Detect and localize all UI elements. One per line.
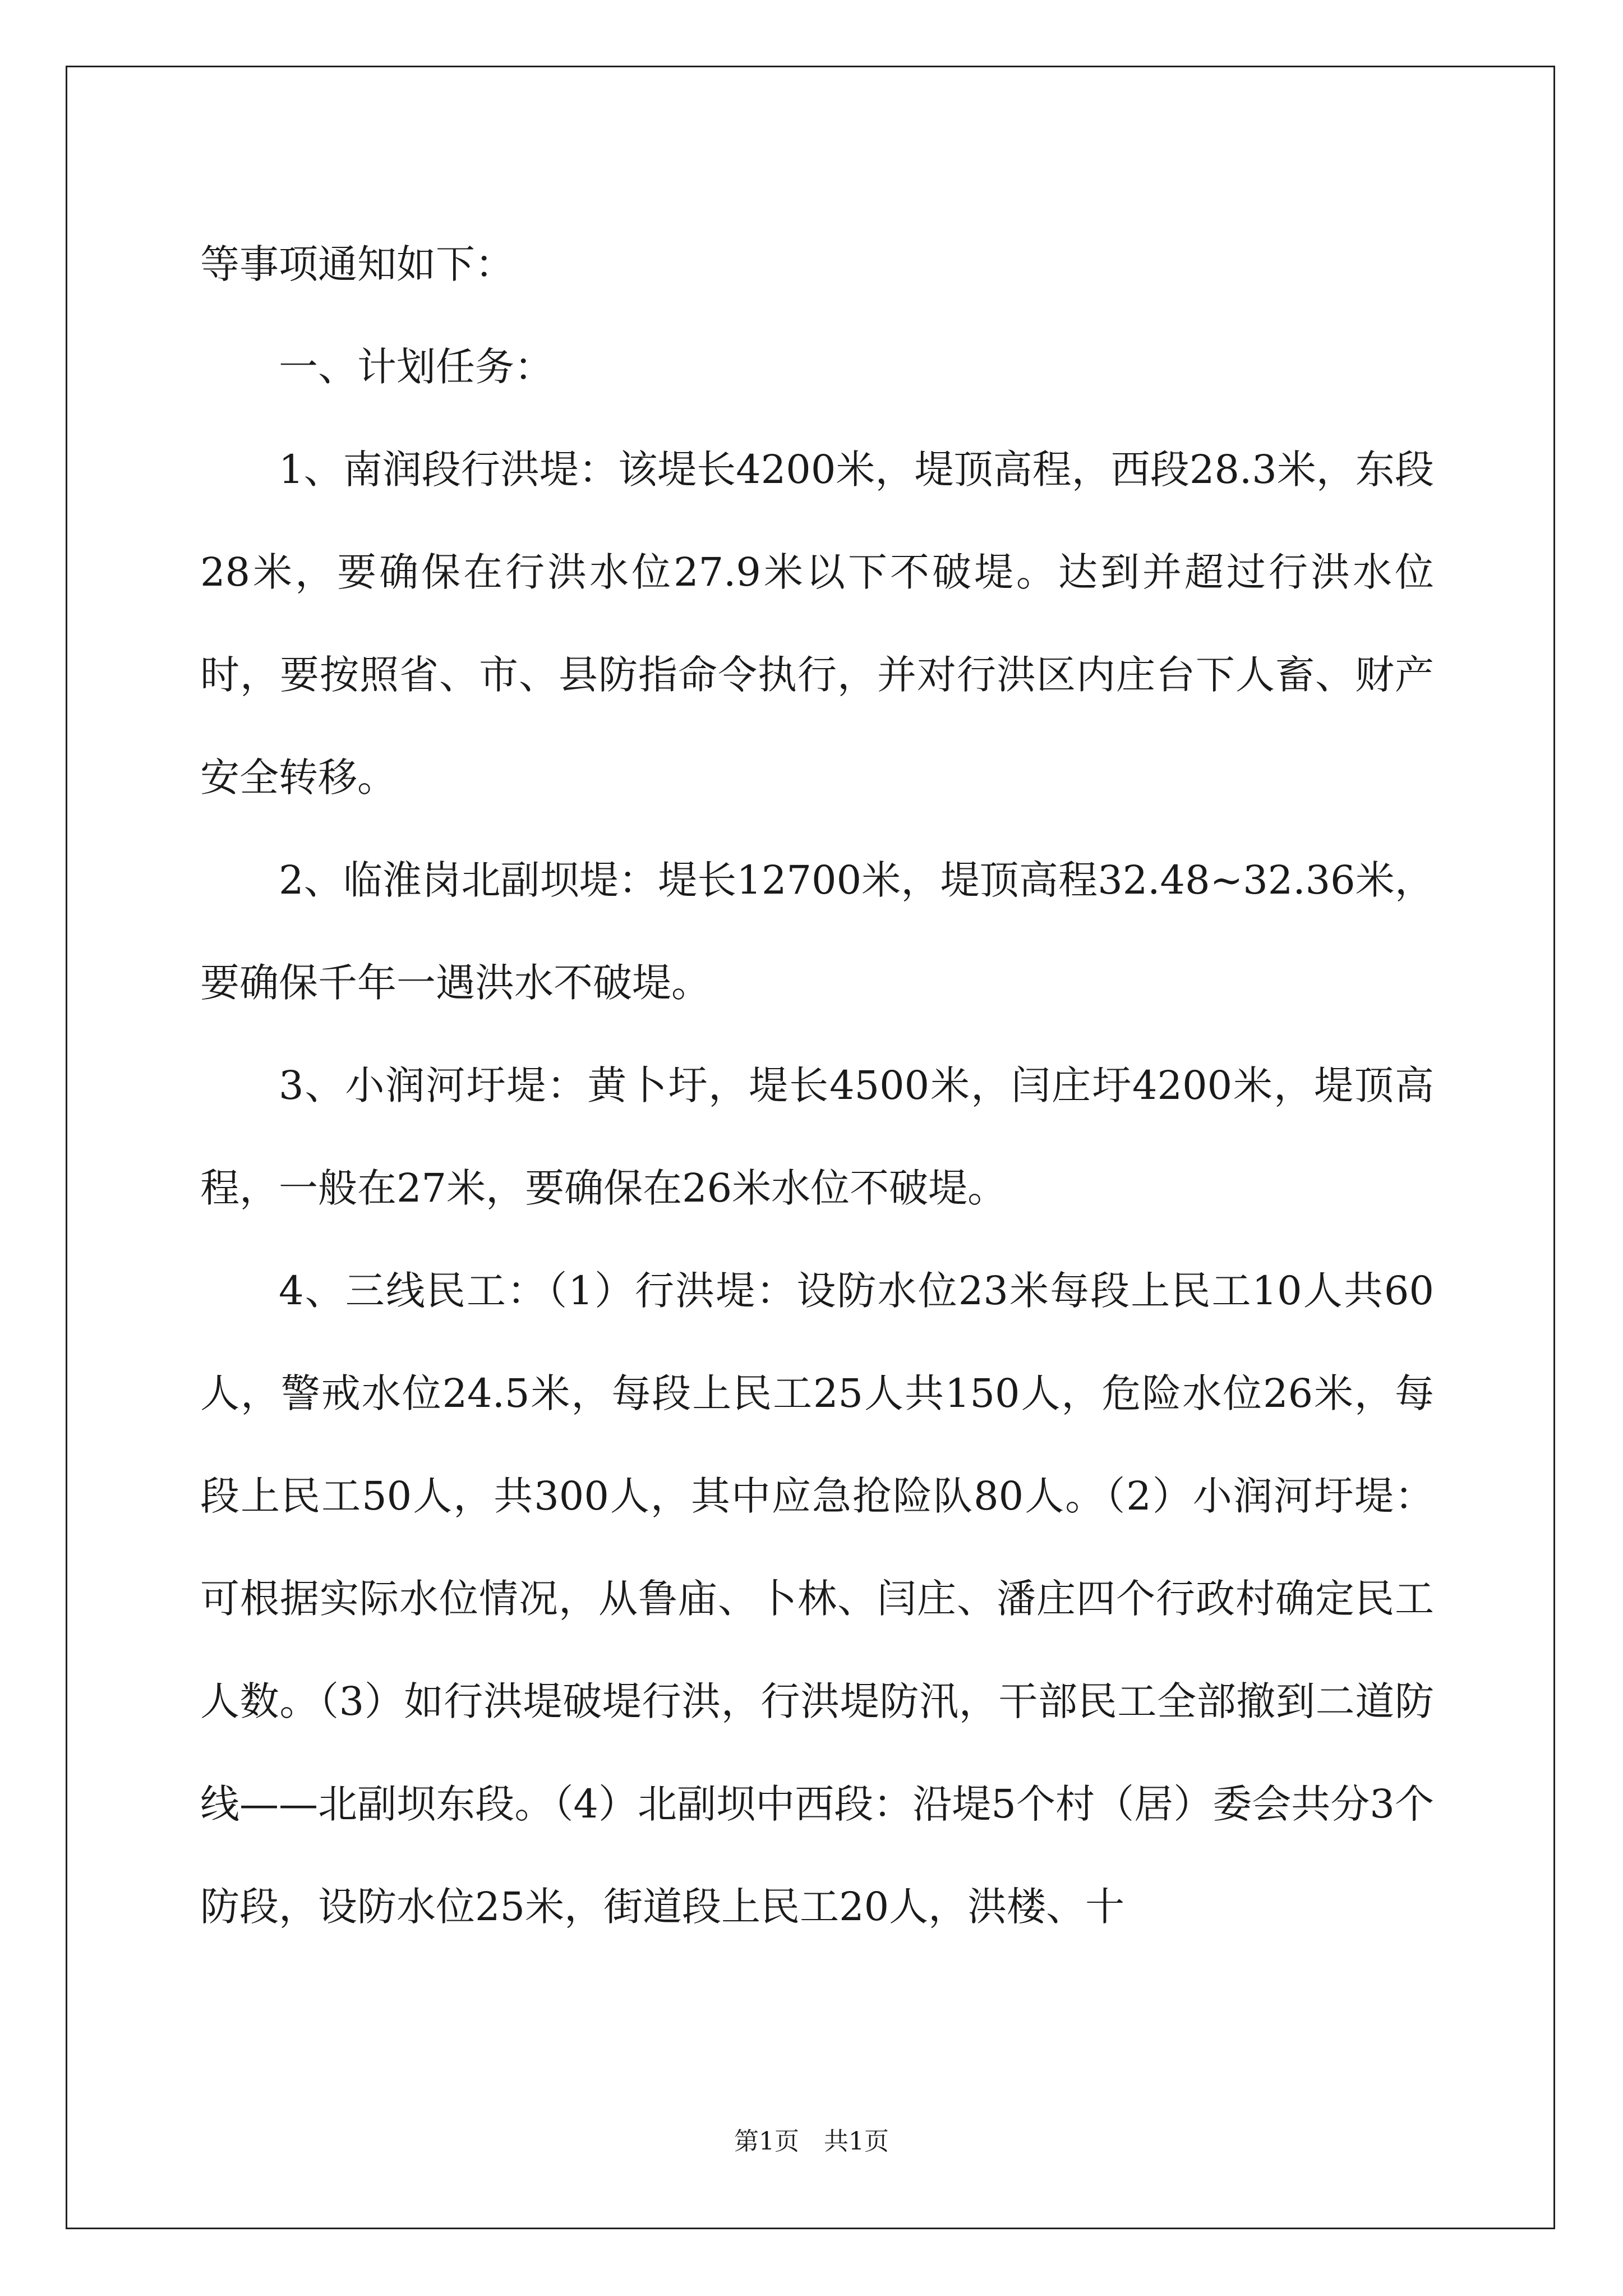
paragraph-section-heading: 一、计划任务： (279, 344, 554, 390)
page-footer (0, 2125, 1623, 2159)
page-total: 共1页 (824, 2127, 889, 2156)
paragraph-item-2: 2、临淮岗北副坝堤：堤长12700米，堤顶高程32.48~32.36米，要确保千年一遇洪水不破堤。 (200, 857, 1434, 1006)
paragraph-item-3: 3、小润河圩堤：黄卜圩，堤长4500米，闫庄圩4200米，堤顶高程，一般在27米，要确保在26米水位不破堤。 (200, 1062, 1434, 1211)
document-body (200, 213, 1434, 1958)
paragraph-item-1: 1、南润段行洪堤：该堤长4200米，堤顶高程，西段28.3米，东段28米，要确保在行洪水位27.9米以下不破堤。达到并超过行洪水位时，要按照省、市、县防指命令执行，并对行洪区内庄台下人畜、财产安全转移。 (200, 447, 1434, 800)
paragraph-item-4: 4、三线民工：（1）行洪堤：设防水位23米每段上民工10人共60人，警戒水位24.5米，每段上民工25人共150人，危险水位26米，每段上民工50人，共300人，其中应急抢险队80人。（2）小润河圩堤：可根据实际水位情况，从鲁庙、卜林、闫庄、潘庄四个行政村确定民工人数。（3）如行洪堤破堤行洪，行洪堤防汛，干部民工全部撤到二道防线——北副坝东段。（4）北副坝中西段：沿堤5个村（居）委会共分3个防段，设防水位25米，街道段上民工20人，洪楼、十 (200, 1268, 1434, 1930)
paragraph-intro: 等事项通知如下： (200, 241, 514, 287)
page-number: 第1页 (734, 2127, 799, 2156)
